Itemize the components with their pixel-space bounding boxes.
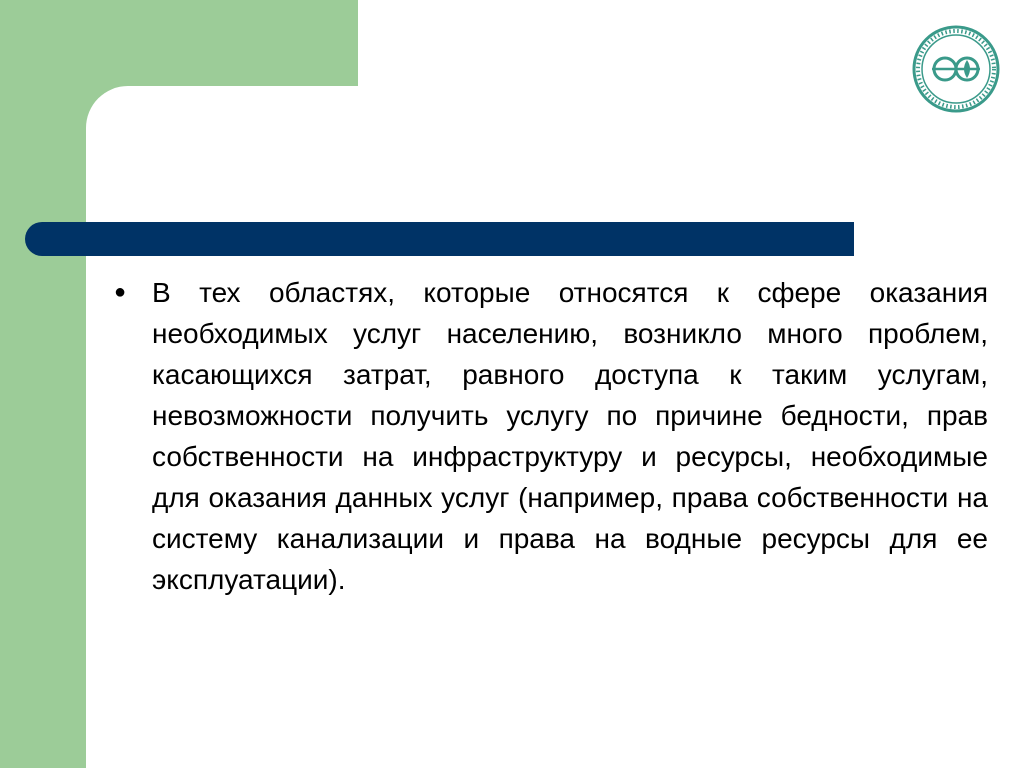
slide-content: [110, 272, 988, 600]
bullet-paragraph: В тех областях, которые относятся к сфере оказания необходимых услуг населению, возникло много проблем, касающихся затрат, равного доступа к таким услугам, невозможности получить услугу по причине бедности, прав собственности на инфраструктуру и ресурсы, необходимые для оказания данных услуг (например, права собственности на систему канализации и права на водные ресурсы для ее эксплуатации).: [152, 277, 988, 595]
bullet-item: [110, 272, 988, 600]
title-bar: [25, 222, 854, 256]
organization-emblem-icon: [912, 24, 1000, 114]
bullet-icon: ●: [114, 281, 127, 303]
